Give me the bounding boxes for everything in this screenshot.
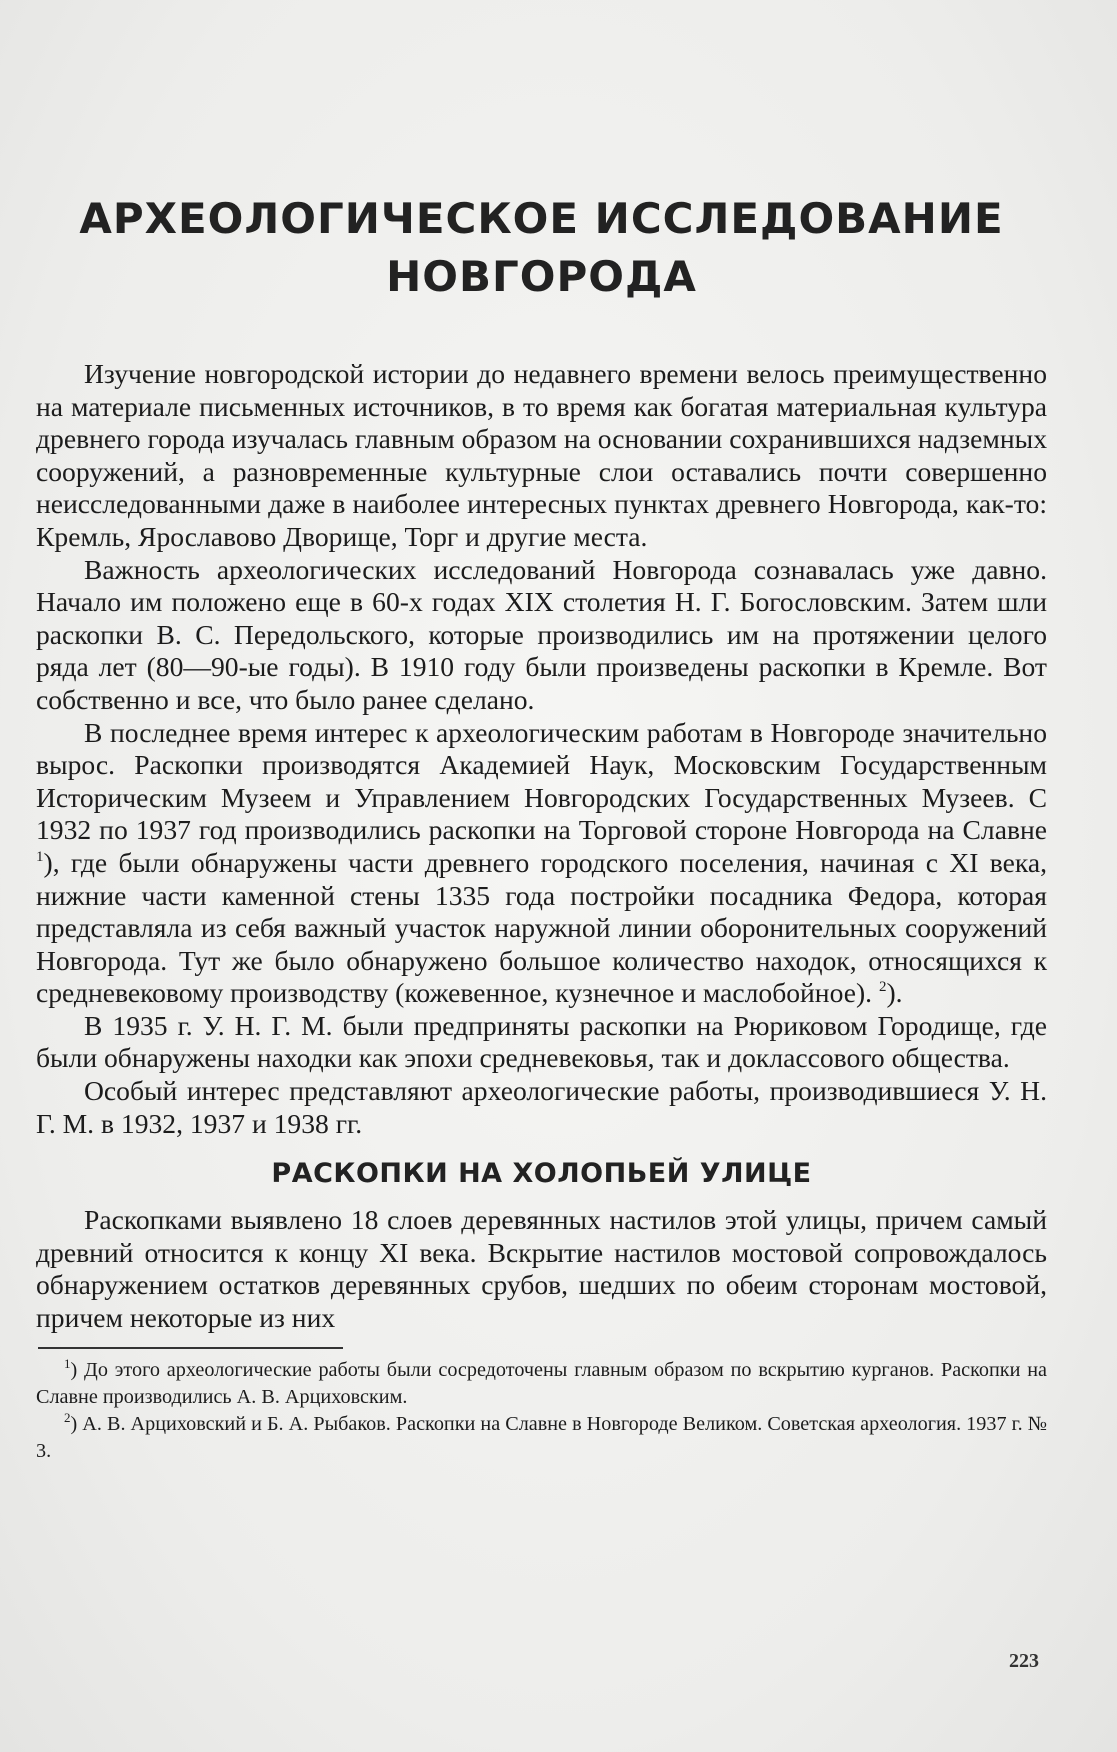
paragraph-3-text-a: В последнее время интерес к археологическим работам в Новгороде значительно вырос. Раскопки производятся Академией Наук, Московским Государственным Историческим Музеем и Управлением Новгородских Государственных Музеев. С 1932 по 1937 год производились раскопки на Торговой стороне Новгорода на Славне	[36, 716, 1047, 846]
footnote-1	[36, 1357, 1047, 1411]
footnote-mark-2: 2	[64, 1409, 71, 1425]
section-heading: РАСКОПКИ НА ХОЛОПЬЕЙ УЛИЦЕ	[271, 1158, 812, 1190]
paragraph-4: В 1935 г. У. Н. Г. М. были предприняты раскопки на Рюриковом Городище, где были обнаружены находки как эпохи средневековья, так и доклассового общества.	[36, 1009, 1047, 1074]
footnote-ref-1: 1	[36, 848, 44, 865]
paragraph-3	[36, 717, 1047, 1010]
article-body	[36, 358, 1047, 1335]
title-line-1: АРХЕОЛОГИЧЕСКОЕ ИССЛЕДОВАНИЕ	[79, 194, 1004, 243]
paragraph-5: Особый интерес представляют археологические работы, производившиеся У. Н. Г. М. в 1932, 1937 и 1938 гг.	[36, 1075, 1047, 1139]
page-title	[36, 190, 1047, 306]
footnote-2	[36, 1411, 1047, 1465]
paragraph-3-text-b: ), где были обнаружены части древнего городского поселения, начиная с XI века, нижние части каменной стены 1335 года постройки посадника Федора, которая представляла из себя важный участок наружной линии оборонительных сооружений Новгорода. Тут же было обнаружено большое количество находок, относящихся к средневековому производству (кожевенное, кузнечное и маслобойное).	[36, 846, 1047, 1009]
title-line-2: НОВГОРОДА	[386, 252, 697, 301]
footnote-divider	[38, 1347, 343, 1349]
footnotes	[36, 1357, 1047, 1465]
footnote-1-text: ) До этого археологические работы были сосредоточены главным образом по вскрытию курганов. Раскопки на Славне производились А. В. Арциховским.	[36, 1358, 1047, 1408]
paragraph-3-text-c: ).	[886, 977, 903, 1009]
paragraph-2: Важность археологических исследований Новгорода сознавалась уже давно. Начало им положено еще в 60-х годах XIX столетия Н. Г. Богословским. Затем шли раскопки В. С. Передольского, которые производились им на протяжении целого ряда лет (80—90-ые годы). В 1910 году были произведены раскопки в Кремле. Вот собственно и все, что было ранее сделано.	[36, 553, 1047, 715]
section-paragraph: Раскопками выявлено 18 слоев деревянных настилов этой улицы, причем самый древний относится к концу XI века. Вскрытие настилов мостовой сопровождалось обнаружением остатков деревянных срубов, шедших по обеим сторонам мостовой, причем некоторые из них	[36, 1204, 1047, 1334]
page-number: 223	[1009, 1650, 1039, 1672]
footnote-ref-2: 2	[878, 979, 887, 996]
footnote-2-text: ) А. В. Арциховский и Б. А. Рыбаков. Раскопки на Славне в Новгороде Великом. Советская археология. 1937 г. № 3.	[36, 1412, 1047, 1462]
paragraph-1: Изучение новгородской истории до недавнего времени велось преимущественно на материале письменных источников, в то время как богатая материальная культура древнего города изучалась главным образом на основании сохранившихся надземных сооружений, а разновременные культурные слои оставались почти совершенно неисследованными даже в наиболее интересных пунктах древнего Новгорода, как-то: Кремль, Ярославово Дворище, Торг и другие места.	[36, 358, 1047, 552]
footnote-mark-1: 1	[64, 1355, 71, 1371]
